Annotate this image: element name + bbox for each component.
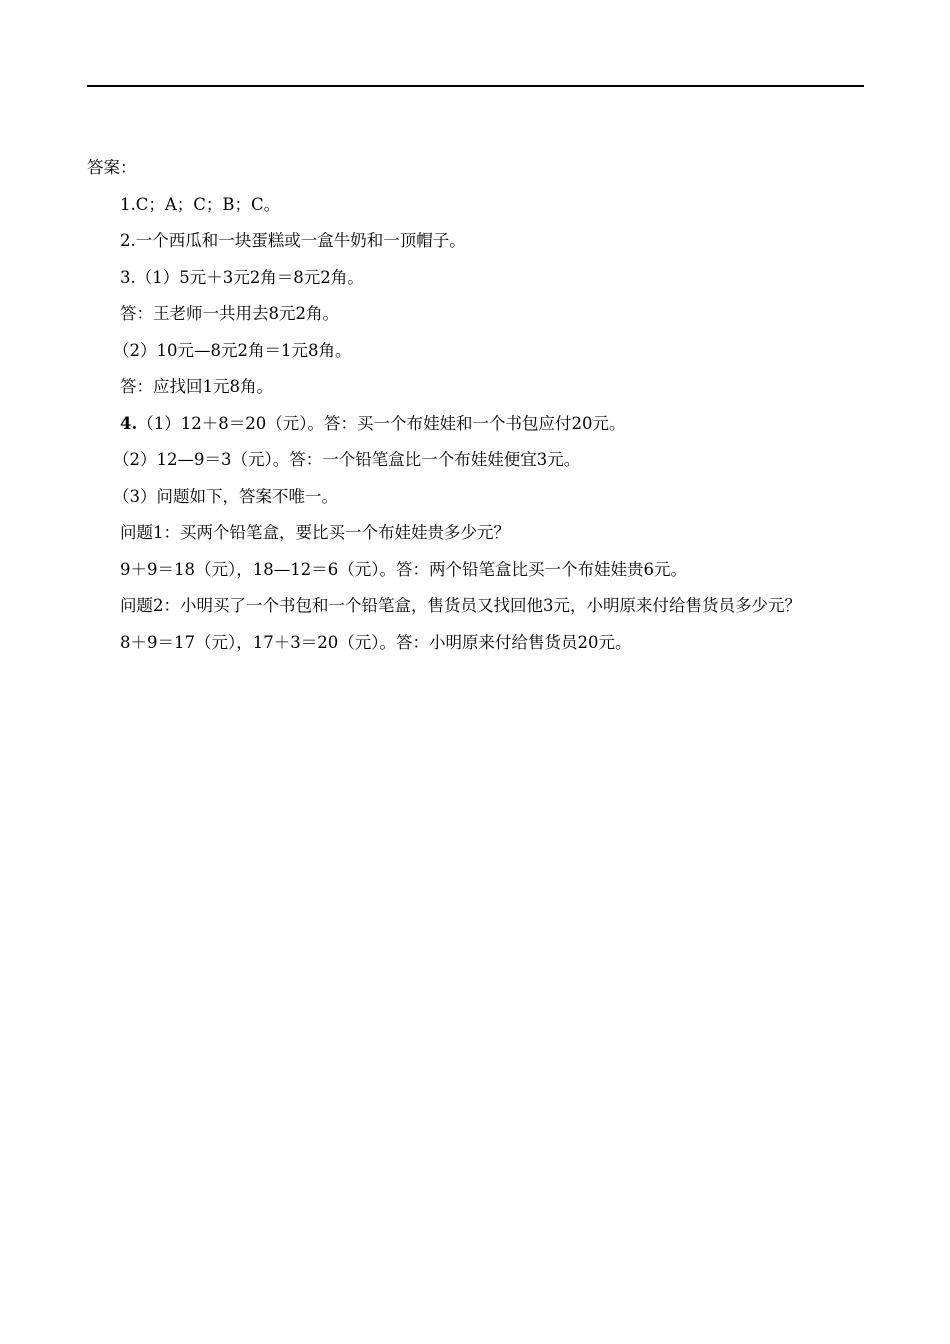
answer-line-3: 3.（1）5元＋3元2角＝8元2角。 <box>120 267 364 287</box>
header-rule <box>87 85 864 87</box>
answer-section <box>87 150 864 661</box>
answer-line-11: 9＋9＝18（元），18—12＝6（元）。答：两个铅笔盒比买一个布娃娃贵6元。 <box>120 559 687 579</box>
answer-line-1: 1.C；A；C；B；C。 <box>120 194 281 214</box>
answer-line-6: 答：应找回1元8角。 <box>120 377 273 396</box>
answer-line-9: （3）问题如下，答案不唯一。 <box>113 486 338 506</box>
answer-line-5: （2）10元—8元2角＝1元8角。 <box>113 340 352 360</box>
question-4-number: 4. <box>120 413 138 433</box>
answer-line-4: 答：王老师一共用去8元2角。 <box>120 304 339 323</box>
answer-line-8: （2）12—9＝3（元）。答：一个铅笔盒比一个布娃娃便宜3元。 <box>113 450 581 469</box>
answer-line-12: 问题2：小明买了一个书包和一个铅笔盒，售货员又找回他3元，小明原来付给售货员多少元？ <box>120 596 801 615</box>
answer-line-7-text: （1）12＋8＝20（元）。答：买一个布娃娃和一个书包应付20元。 <box>137 413 626 433</box>
answer-line-7 <box>87 406 864 443</box>
answer-heading: 答案： <box>87 158 137 177</box>
answer-line-10: 问题1：买两个铅笔盒，要比买一个布娃娃贵多少元？ <box>120 523 510 542</box>
answer-line-2: 2.一个西瓜和一块蛋糕或一盒牛奶和一顶帽子。 <box>120 231 466 250</box>
answer-line-13: 8＋9＝17（元），17＋3＝20（元）。答：小明原来付给售货员20元。 <box>120 632 632 652</box>
